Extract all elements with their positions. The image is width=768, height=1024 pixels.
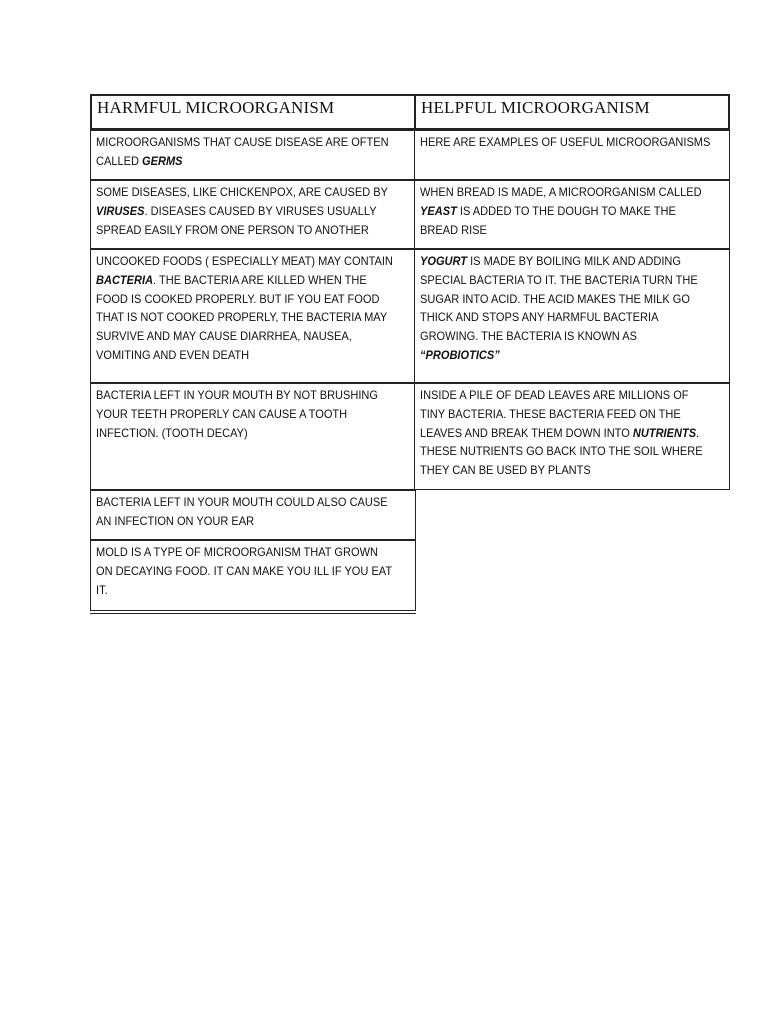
term-yeast: YEAST: [420, 203, 457, 218]
harmful-cell: MICROORGANISMS THAT CAUSE DISEASE ARE OFTEN CALLED GERMS: [90, 130, 416, 180]
term-viruses: VIRUSES: [96, 203, 145, 218]
helpful-cell: INSIDE A PILE OF DEAD LEAVES ARE MILLIONS OF TINY BACTERIA. THESE BACTERIA FEED ON THE LEAVES AND BREAK THEM DOWN INTO NUTRIENTS. THESE NUTRIENTS GO BACK INTO THE SOIL WHERE THEY CAN BE USED BY PLANTS: [414, 383, 730, 490]
term-bacteria: BACTERIA: [96, 272, 154, 287]
table-row: [90, 490, 730, 540]
table-row: [90, 383, 730, 490]
harmful-cell: BACTERIA LEFT IN YOUR MOUTH BY NOT BRUSHING YOUR TEETH PROPERLY CAN CAUSE A TOOTH INFECTION. (TOOTH DECAY): [90, 383, 416, 490]
header-helpful: HELPFUL MICROORGANISM: [421, 98, 650, 117]
helpful-cell: YOGURT IS MADE BY BOILING MILK AND ADDING SPECIAL BACTERIA TO IT. THE BACTERIA TURN THE SUGAR INTO ACID. THE ACID MAKES THE MILK GO THICK AND STOPS ANY HARMFUL BACTERIA GROWING. THE BACTERIA IS KNOWN AS “PROBIOTICS”: [414, 249, 730, 383]
header-harmful: HARMFUL MICROORGANISM: [92, 96, 416, 128]
table-row: [90, 180, 730, 249]
harmful-cell: SOME DISEASES, LIKE CHICKENPOX, ARE CAUSED BY VIRUSES. DISEASES CAUSED BY VIRUSES USUALLY SPREAD EASILY FROM ONE PERSON TO ANOTHER: [90, 180, 416, 249]
helpful-cell: WHEN BREAD IS MADE, A MICROORGANISM CALLED YEAST IS ADDED TO THE DOUGH TO MAKE THE BREAD RISE: [414, 180, 730, 249]
term-yogurt: YOGURT: [420, 254, 468, 268]
harmful-cell: BACTERIA LEFT IN YOUR MOUTH COULD ALSO CAUSE AN INFECTION ON YOUR EAR: [90, 490, 416, 540]
term-nutrients: NUTRIENTS: [632, 425, 697, 440]
helpful-cell: HERE ARE EXAMPLES OF USEFUL MICROORGANISMS: [414, 130, 730, 180]
harmful-cell: MOLD IS A TYPE OF MICROORGANISM THAT GROWN ON DECAYING FOOD. IT CAN MAKE YOU ILL IF YOU EAT IT.: [90, 540, 416, 611]
microorganism-table: [90, 94, 730, 611]
table-row: [90, 540, 730, 611]
term-probiotics: “PROBIOTICS”: [420, 347, 500, 362]
table-header-row: [90, 94, 730, 130]
table-row: [90, 249, 730, 383]
harmful-cell: UNCOOKED FOODS ( ESPECIALLY MEAT) MAY CONTAIN BACTERIA. THE BACTERIA ARE KILLED WHEN THE FOOD IS COOKED PROPERLY. BUT IF YOU EAT FOOD THAT IS NOT COOKED PROPERLY, THE BACTERIA MAY SURVIVE AND MAY CAUSE DIARRHEA, NAUSEA, VOMITING AND EVEN DEATH: [90, 249, 416, 383]
term-germs: GERMS: [142, 153, 183, 168]
table-row: [90, 130, 730, 180]
